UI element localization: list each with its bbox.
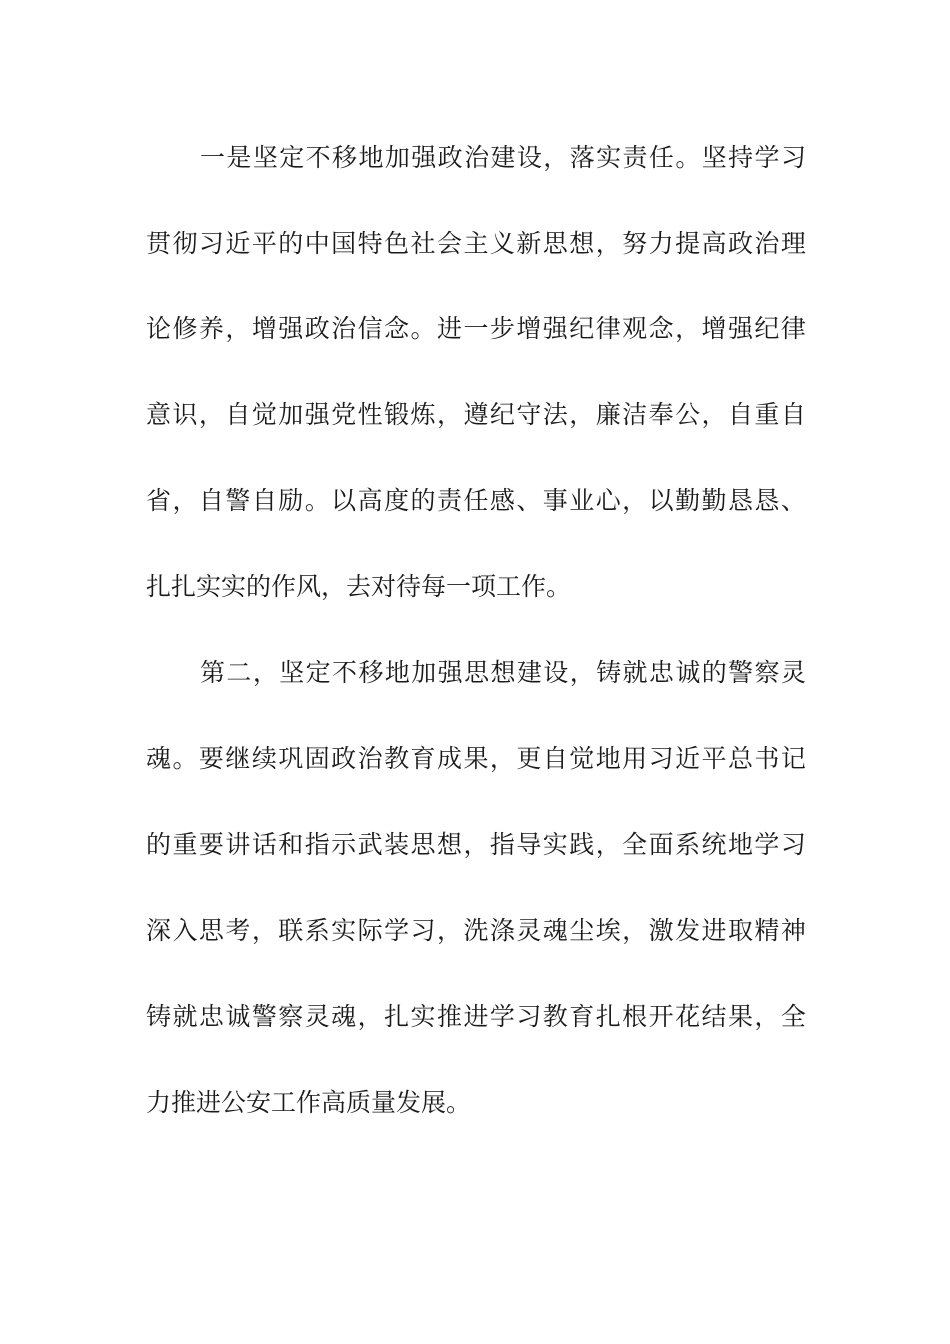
paragraph-2-line-4: 深 入 思 考 ， 联 系 实 际 学 习 ， 洗 涤 灵 魂 尘 埃 ， 激 发 进 取 精 神 <box>146 916 806 945</box>
paragraph-2-line-5: 铸 就 忠 诚 警 察 灵 魂 ， 扎 实 推 进 学 习 教 育 扎 根 开 花 结 果 ， 全 <box>146 1002 806 1031</box>
paragraph-1-line-3: 论 修 养 ， 增 强 政 治 信 念 。 进 一 步 增 强 纪 律 观 念 ， 增 强 纪 律 <box>146 314 806 343</box>
paragraph-1-line-1: 一 是 坚 定 不 移 地 加 强 政 治 建 设 ， 落 实 责 任 。 坚 持 学 习 <box>200 143 806 172</box>
paragraph-2-line-6: 力推进公安工作高质量发展。 <box>146 1088 472 1117</box>
paragraph-1-line-5: 省 ， 自 警 自 励 。 以 高 度 的 责 任 感 、 事 业 心 ， 以 勤 勤 恳 恳 、 <box>146 486 806 515</box>
paragraph-1-line-4: 意 识 ， 自 觉 加 强 党 性 锻 炼 ， 遵 纪 守 法 ， 廉 洁 奉 公 ， 自 重 自 <box>146 400 806 429</box>
paragraph-2-line-2: 魂 。 要 继 续 巩 固 政 治 教 育 成 果 ， 更 自 觉 地 用 习 近 平 总 书 记 <box>146 744 806 773</box>
paragraph-2-line-1: 第 二 ， 坚 定 不 移 地 加 强 思 想 建 设 ， 铸 就 忠 诚 的 警 察 灵 <box>200 658 806 687</box>
paragraph-1-line-6: 扎扎实实的作风，去对待每一项工作。 <box>146 572 572 601</box>
paragraph-1-line-2: 贯 彻 习 近 平 的 中 国 特 色 社 会 主 义 新 思 想 ， 努 力 提 高 政 治 理 <box>146 229 806 258</box>
paragraph-2-line-3: 的 重 要 讲 话 和 指 示 武 装 思 想 ， 指 导 实 践 ， 全 面 系 统 地 学 习 <box>146 830 806 859</box>
